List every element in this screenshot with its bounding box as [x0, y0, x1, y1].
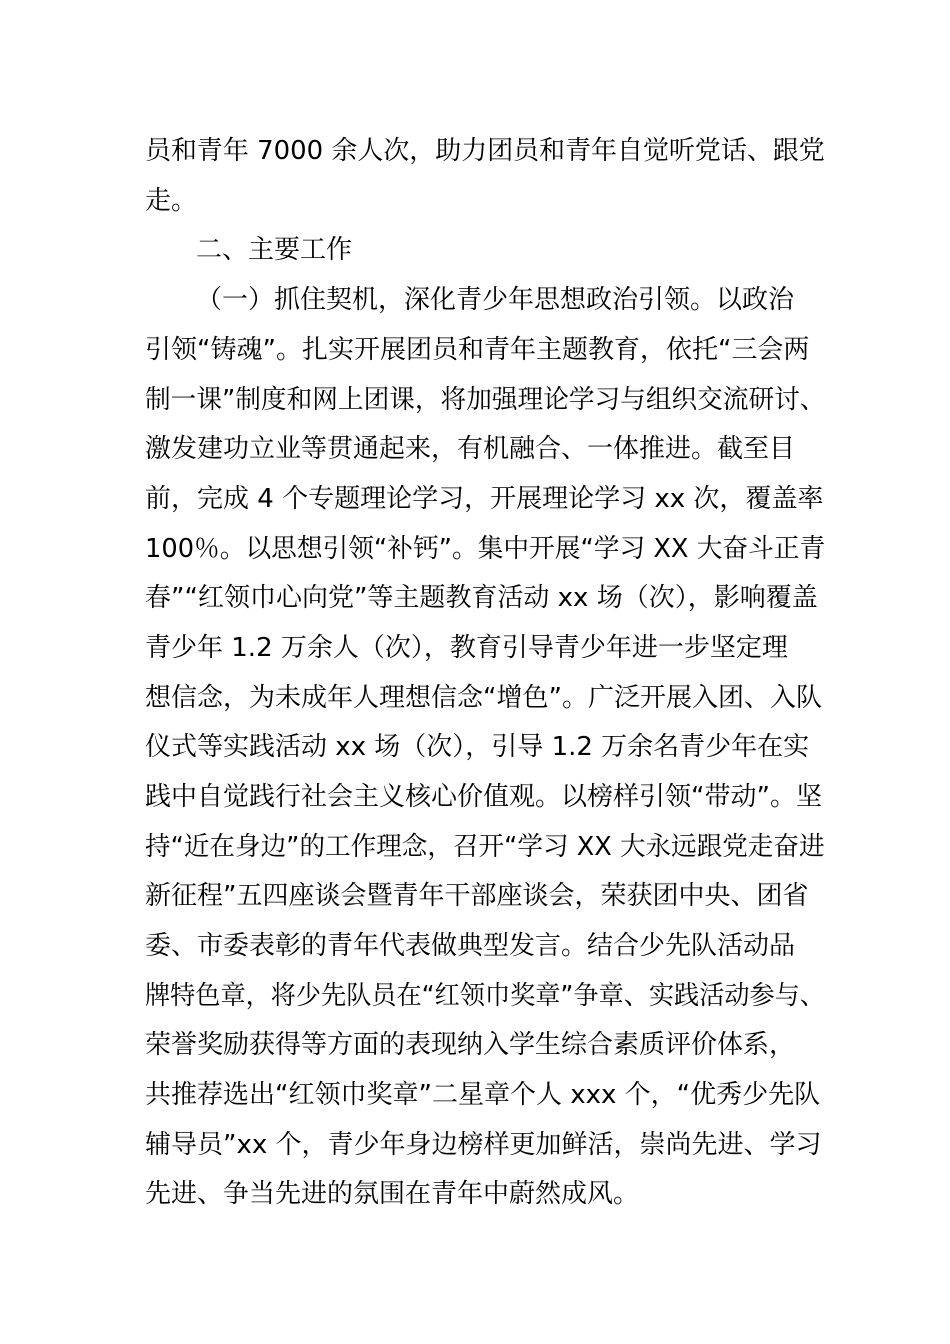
paragraph-line: 引领“铸魂”。扎实开展团员和青年主题教育，依托“三会两 [145, 335, 810, 365]
section-heading: 二、主要工作 [196, 235, 353, 265]
paragraph-line: 走。 [145, 186, 198, 216]
paragraph-line: 青少年 1.2 万余人（次），教育引导青少年进一步坚定理 [145, 633, 788, 663]
paragraph-line: 共推荐选出“红领巾奖章”二星章个人 xxx 个，“优秀少先队 [145, 1080, 821, 1110]
paragraph-line: 100％。以思想引领“补钙”。集中开展“学习 XX 大奋斗正青 [145, 534, 826, 564]
paragraph-line: 持“近在身边”的工作理念，召开“学习 XX 大永远跟党走奋进 [145, 832, 825, 862]
paragraph-line: 想信念，为未成年人理想信念“增色”。广泛开展入团、入队 [145, 683, 822, 713]
paragraph-line: 践中自觉践行社会主义核心价值观。以榜样引领“带动”。坚 [145, 782, 822, 812]
subsection-heading: （一）抓住契机，深化青少年思想政治引领。以政治 [196, 285, 795, 315]
paragraph-line: 辅导员”xx 个，青少年身边榜样更加鲜活，崇尚先进、学习 [145, 1130, 822, 1160]
paragraph-line: 员和青年 7000 余人次，助力团员和青年自觉听党话、跟党 [145, 136, 825, 166]
paragraph-line: 委、市委表彰的青年代表做典型发言。结合少先队活动品 [145, 931, 796, 961]
paragraph-line: 激发建功立业等贯通起来，有机融合、一体推进。截至目 [145, 434, 796, 464]
paragraph-line: 荣誉奖励获得等方面的表现纳入学生综合素质评价体系， [145, 1030, 796, 1060]
paragraph-line: 新征程”五四座谈会暨青年干部座谈会，荣获团中央、团省 [145, 881, 809, 911]
paragraph-line: 前，完成 4 个专题理论学习，开展理论学习 xx 次，覆盖率 [145, 484, 824, 514]
paragraph-line: 牌特色章，将少先队员在“红领巾奖章”争章、实践活动参与、 [145, 981, 825, 1011]
paragraph-line: 仪式等实践活动 xx 场（次），引导 1.2 万余名青少年在实 [145, 732, 810, 762]
paragraph-line: 制一课”制度和网上团课，将加强理论学习与组织交流研讨、 [145, 385, 826, 415]
paragraph-line: 春”“红领巾心向党”等主题教育活动 xx 场（次），影响覆盖 [145, 583, 818, 613]
paragraph-line: 先进、争当先进的氛围在青年中蔚然成风。 [145, 1179, 640, 1209]
